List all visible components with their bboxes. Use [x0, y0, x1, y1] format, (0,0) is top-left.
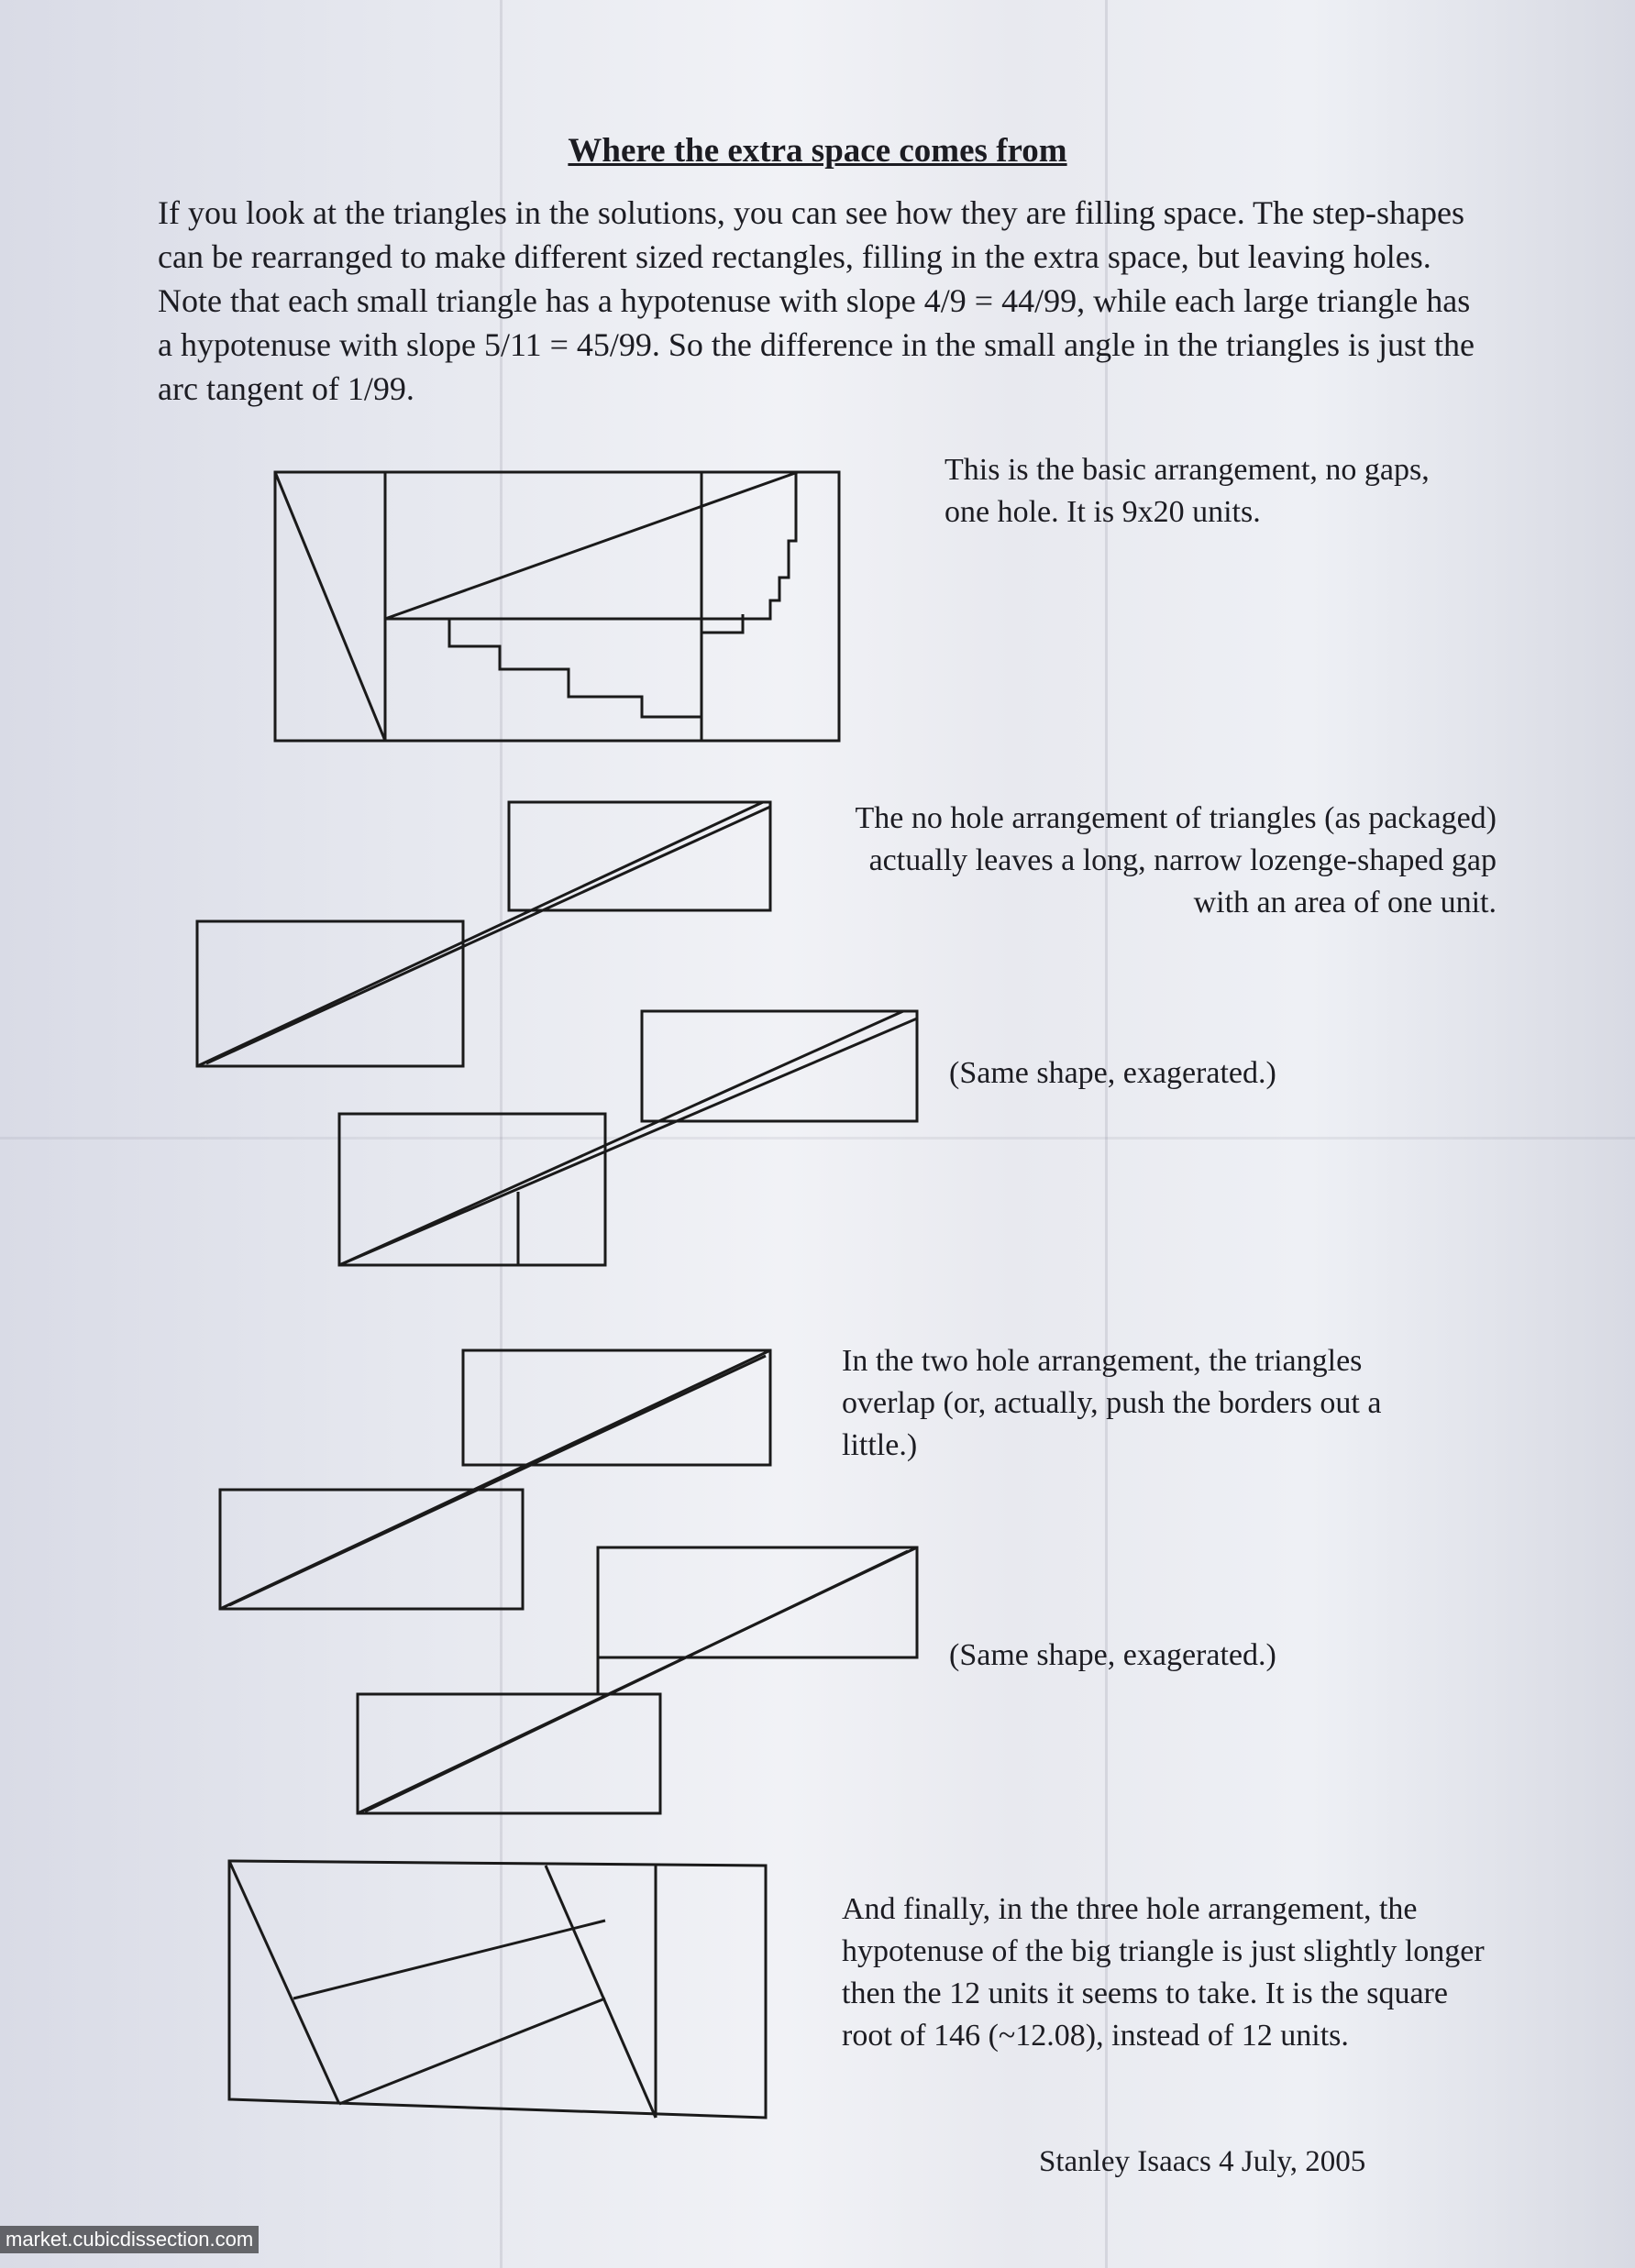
two-hole-exaggerated-caption: (Same shape, exagerated.)	[949, 1638, 1276, 1672]
page-title: Where the extra space comes from	[568, 131, 1067, 170]
three-hole-diagram	[220, 1852, 770, 2127]
three-hole-caption: And finally, in the three hole arrangement, the hypotenuse of the big triangle is just slightly longer then the 12 units it seems to take. It is the square root of 146 (~12.08), instead of 12 units.	[842, 1892, 1485, 2053]
basic-arrangement-caption: This is the basic arrangement, no gaps, one hole. It is 9x20 units.	[945, 453, 1430, 529]
two-hole-exaggerated-diagram	[348, 1540, 935, 1815]
signature: Stanley Isaacs 4 July, 2005	[1039, 2145, 1366, 2178]
two-hole-caption: In the two hole arrangement, the triangles overlap (or, actually, push the borders out a little.)	[842, 1344, 1382, 1462]
intro-paragraph: If you look at the triangles in the solutions, you can see how they are filling space. The step-shapes can be rearranged to make different sized rectangles, filling in the extra space, but leaving holes. Note that each small triangle has a hypotenuse with slope 4/9 = 44/99, while each large triangle has a hypotenuse with slope 5/11 = 45/99. So the difference in the small angle in the triangles is just the arc tangent of 1/99.	[158, 194, 1475, 407]
watermark: market.cubicdissection.com	[0, 2226, 259, 2253]
no-hole-exaggerated-diagram	[335, 1004, 922, 1279]
no-hole-caption: The no hole arrangement of triangles (as packaged) actually leaves a long, narrow lozenge-shaped gap with an area of one unit.	[855, 801, 1497, 919]
basic-arrangement-diagram	[266, 468, 853, 743]
no-hole-exaggerated-caption: (Same shape, exagerated.)	[949, 1056, 1276, 1090]
